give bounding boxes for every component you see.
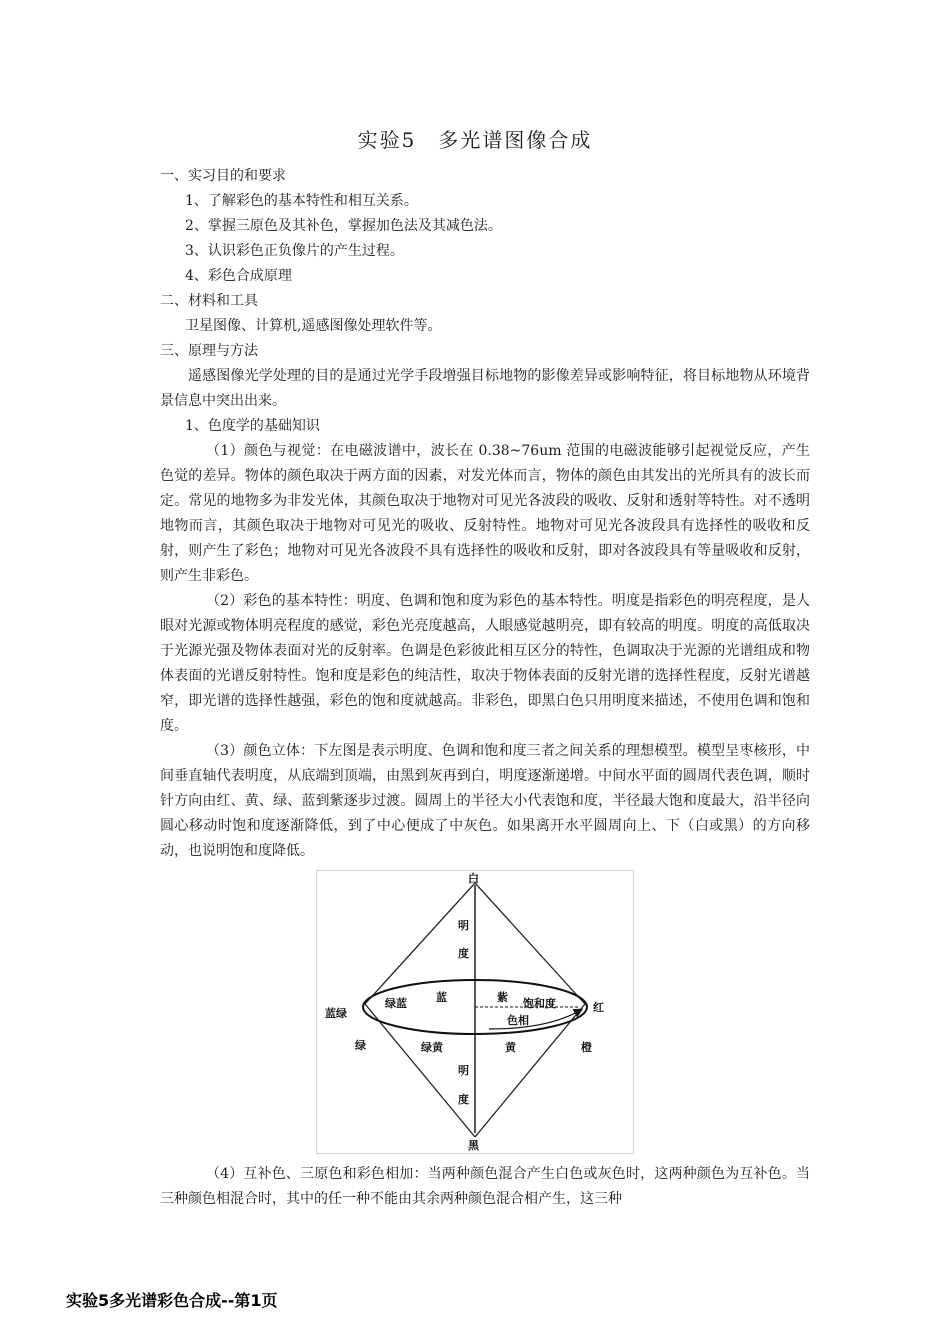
document-body-continued (160, 1162, 810, 1212)
label-purple: 紫 (497, 991, 508, 1004)
list-item: 3、认识彩色正负像片的产生过程。 (185, 243, 404, 259)
label-green: 绿 (355, 1039, 366, 1052)
list-item: 1、了解彩色的基本特性和相互关系。 (185, 193, 418, 209)
label-blue-green: 蓝绿 (325, 1007, 347, 1020)
materials-text: 卫星图像、计算机,遥感图像处理软件等。 (185, 318, 442, 334)
list-item: 4、彩色合成原理 (185, 268, 292, 284)
section-heading: 二、材料和工具 (160, 293, 258, 309)
label-white: 白 (468, 872, 479, 885)
label-lightness-top-2: 度 (458, 947, 469, 960)
page-footer: 实验5多光谱彩色合成--第1页 (66, 1291, 278, 1310)
section-heading: 三、原理与方法 (160, 343, 258, 359)
document-body (160, 164, 810, 864)
paragraph: （4）互补色、三原色和彩色相加：当两种颜色混合产生白色或灰色时，这两种颜色为互补色。当三种颜色相混合时，其中的任一种不能由其余两种颜色混合相产生，这三种 (160, 1166, 810, 1207)
subsection-heading: 1、色度学的基础知识 (185, 418, 320, 434)
section-heading: 一、实习目的和要求 (160, 168, 286, 184)
label-red: 红 (593, 1001, 604, 1014)
label-saturation: 饱和度 (523, 997, 556, 1010)
label-yellow: 黄 (505, 1041, 516, 1054)
label-black: 黑 (468, 1139, 479, 1152)
page-title: 实验5 多光谱图像合成 (357, 128, 593, 152)
label-green-yellow: 绿黄 (421, 1041, 443, 1054)
label-orange: 橙 (581, 1041, 592, 1054)
label-lightness-top-1: 明 (458, 919, 469, 932)
label-hue: 色相 (507, 1014, 529, 1027)
intro-paragraph: 遥感图像光学处理的目的是通过光学手段增强目标地物的影像差异或影响特征，将目标地物从环境背景信息中突出出来。 (160, 368, 810, 409)
label-cyan: 绿蓝 (385, 997, 407, 1010)
label-lightness-bottom-1: 明 (458, 1064, 469, 1077)
label-lightness-bottom-2: 度 (458, 1093, 469, 1106)
list-item: 2、掌握三原色及其补色，掌握加色法及其减色法。 (185, 218, 502, 234)
label-blue: 蓝 (436, 991, 447, 1004)
paragraph: （1）颜色与视觉：在电磁波谱中，波长在 0.38~76um 范围的电磁波能够引起视觉反应，产生色觉的差异。物体的颜色取决于两方面的因素，对发光体而言，物体的颜色由其发出的光所具有的波长而定。常见的地物多为非发光体，其颜色取决于地物对可见光各波段的吸收、反射和透射等特性。对不透明地物而言，其颜色取决于地物对可见光的吸收、反射特性。地物对可见光各波段具有选择性的吸收和反射，则产生了彩色；地物对可见光各波段不具有选择性的吸收和反射，即对各波段具有等量吸收和反射，则产生非彩色。 (160, 443, 810, 584)
color-solid-figure (316, 870, 634, 1154)
paragraph: （3）颜色立体：下左图是表示明度、色调和饱和度三者之间关系的理想模型。模型呈枣核形，中间垂直轴代表明度，从底端到顶端，由黑到灰再到白，明度逐渐递增。中间水平面的圆周代表色调，顺时针方向由红、黄、绿、蓝到紫逐步过渡。圆周上的半径大小代表饱和度，半径最大饱和度最大，沿半径向圆心移动时饱和度逐渐降低，到了中心便成了中灰色。如果离开水平圆周向上、下（白或黑）的方向移动，也说明饱和度降低。 (160, 743, 810, 859)
paragraph: （2）彩色的基本特性：明度、色调和饱和度为彩色的基本特性。明度是指彩色的明亮程度，是人眼对光源或物体明亮程度的感觉，彩色光亮度越高，人眼感觉越明亮，即有较高的明度。明度的高低取决于光源光强及物体表面对光的反射率。色调是色彩彼此相互区分的特性，色调取决于光源的光谱组成和物体表面的光谱反射特性。饱和度是彩色的纯洁性，取决于物体表面的反射光谱的选择性程度，反射光谱越窄，即光谱的选择性越强，彩色的饱和度就越高。非彩色，即黑白色只用明度来描述，不使用色调和饱和度。 (160, 593, 810, 734)
color-solid-diagram (317, 871, 633, 1153)
